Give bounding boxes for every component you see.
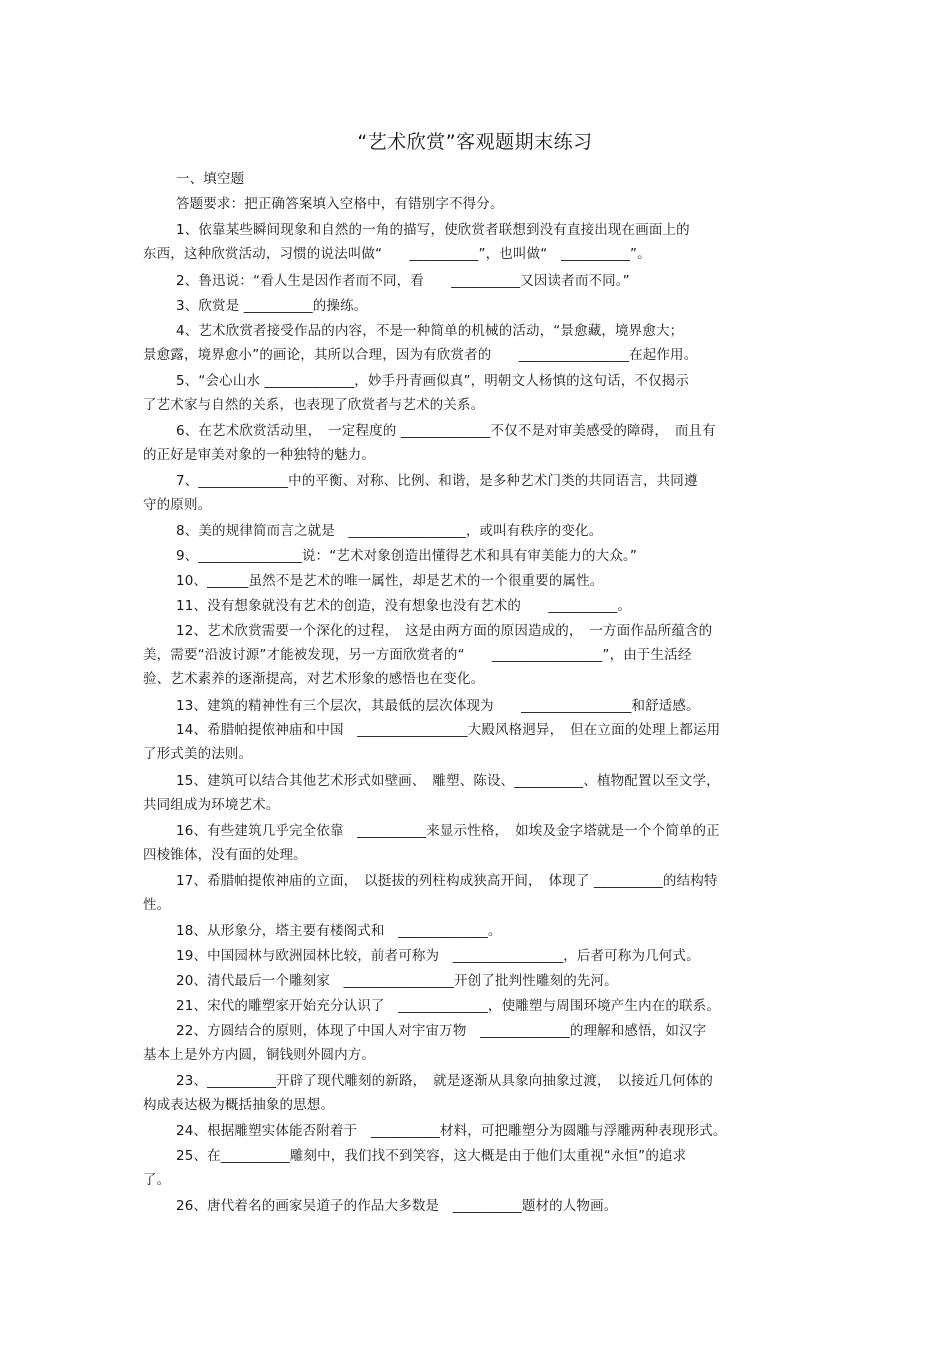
question-7-line-1: 7、_____________中的平衡、对称、比例、和谐，是多种艺术门类的共同语言，共同遵 [176, 473, 698, 489]
question-9: 9、_______________说：“艺术对象创造出懂得艺术和具有审美能力的大众。” [176, 548, 638, 564]
question-12-line-3: 验、艺术素养的逐渐提高，对艺术形象的感悟也在变化。 [143, 671, 485, 687]
instructions: 答题要求：把正确答案填入空格中，有错别字不得分。 [176, 196, 504, 212]
question-26: 26、唐代着名的画家吴道子的作品大多数是 __________题材的人物画。 [176, 1198, 618, 1214]
question-12-line-1: 12、艺术欣赏需要一个深化的过程， 这是由两方面的原因造成的， 一方面作品所蕴含的 [176, 623, 713, 639]
question-23-line-2: 构成表达极为概括抽象的思想。 [143, 1097, 335, 1113]
question-14-line-1: 14、希腊帕提侬神庙和中国 ________________大殿风格迥异， 但在立面的处理上都运用 [176, 722, 721, 738]
question-15-line-1: 15、建筑可以结合其他艺术形式如壁画、 雕塑、陈设、__________、植物配置以至文学， [176, 773, 720, 789]
question-7-line-2: 守的原则。 [143, 497, 212, 513]
question-11: 11、没有想象就没有艺术的创造，没有想象也没有艺术的 __________。 [176, 598, 632, 614]
question-19: 19、中国园林与欧洲园林比较，前者可称为 ________________，后者可称为几何式。 [176, 948, 700, 964]
question-17-line-2: 性。 [143, 897, 171, 913]
question-16-line-2: 四棱锥体，没有面的处理。 [143, 847, 307, 863]
question-12-line-2: 美，需要“沿波讨源”才能被发现，另一方面欣赏者的“ ________________”，由于生活经 [143, 647, 692, 663]
question-18: 18、从形象分，塔主要有楼阁式和 _____________。 [176, 923, 502, 939]
question-1-line-2: 东西，这种欣赏活动，习惯的说法叫做“ __________”，也叫做“ __________”。 [143, 246, 651, 262]
question-15-line-2: 共同组成为环境艺术。 [143, 797, 280, 813]
question-8: 8、美的规律简而言之就是 _________________，或叫有秩序的变化。 [176, 523, 603, 539]
page-title: “艺术欣赏”客观题期末练习 [357, 131, 593, 153]
question-23-line-1: 23、__________开辟了现代雕刻的新路， 就是逐渐从具象向抽象过渡， 以接近几何体的 [176, 1073, 714, 1089]
question-2: 2、鲁迅说：“看人生是因作者而不同，看 __________又因读者而不同。” [176, 273, 630, 289]
section-heading: 一、填空题 [176, 171, 245, 187]
question-3: 3、欣赏是 __________的操练。 [176, 298, 368, 314]
question-24: 24、根据雕塑实体能否附着于 __________材料，可把雕塑分为圆雕与浮雕两种表现形式。 [176, 1123, 727, 1139]
question-1-line-1: 1、依靠某些瞬间现象和自然的一角的描写，使欣赏者联想到没有直接出现在画面上的 [176, 222, 690, 238]
question-4-line-1: 4、艺术欣赏者接受作品的内容，不是一种简单的机械的活动，“景愈藏，境界愈大； [176, 323, 684, 339]
question-17-line-1: 17、希腊帕提侬神庙的立面， 以挺拔的列柱构成狭高开间， 体现了 __________的结构特 [176, 873, 718, 889]
question-5-line-2: 了艺术家与自然的关系，也表现了欣赏者与艺术的关系。 [143, 397, 485, 413]
question-21: 21、宋代的雕塑家开始充分认识了 _____________，使雕塑与周围环境产生内在的联系。 [176, 998, 720, 1014]
question-25-line-1: 25、在__________雕刻中，我们找不到笑容，这大概是由于他们太重视“永恒”的追求 [176, 1148, 687, 1164]
question-6-line-1: 6、在艺术欣赏活动里， 一定程度的 _____________不仅不是对审美感受的障碍， 而且有 [176, 423, 716, 439]
question-13: 13、建筑的精神性有三个层次，其最低的层次体现为 ________________和舒适感。 [176, 698, 700, 714]
question-16-line-1: 16、有些建筑几乎完全依靠 __________来显示性格， 如埃及金字塔就是一个个简单的正 [176, 823, 720, 839]
question-22-line-2: 基本上是外方内圆，铜钱则外圆内方。 [143, 1047, 376, 1063]
question-14-line-2: 了形式美的法则。 [143, 746, 253, 762]
question-10: 10、______虽然不是艺术的唯一属性，却是艺术的一个很重要的属性。 [176, 573, 604, 589]
question-5-line-1: 5、“会心山水 _____________，妙手丹青画似真”，明朝文人杨慎的这句话，不仅揭示 [176, 373, 690, 389]
question-25-line-2: 了。 [143, 1172, 171, 1188]
question-4-line-2: 景愈露，境界愈小”的画论，其所以合理，因为有欣赏者的 ________________在起作用。 [143, 347, 698, 363]
question-22-line-1: 22、方圆结合的原则，体现了中国人对宇宙万物 _____________的理解和感悟，如汉字 [176, 1023, 707, 1039]
question-6-line-2: 的正好是审美对象的一种独特的魅力。 [143, 447, 376, 463]
question-20: 20、清代最后一个雕刻家 ________________开创了批判性雕刻的先河。 [176, 973, 618, 989]
